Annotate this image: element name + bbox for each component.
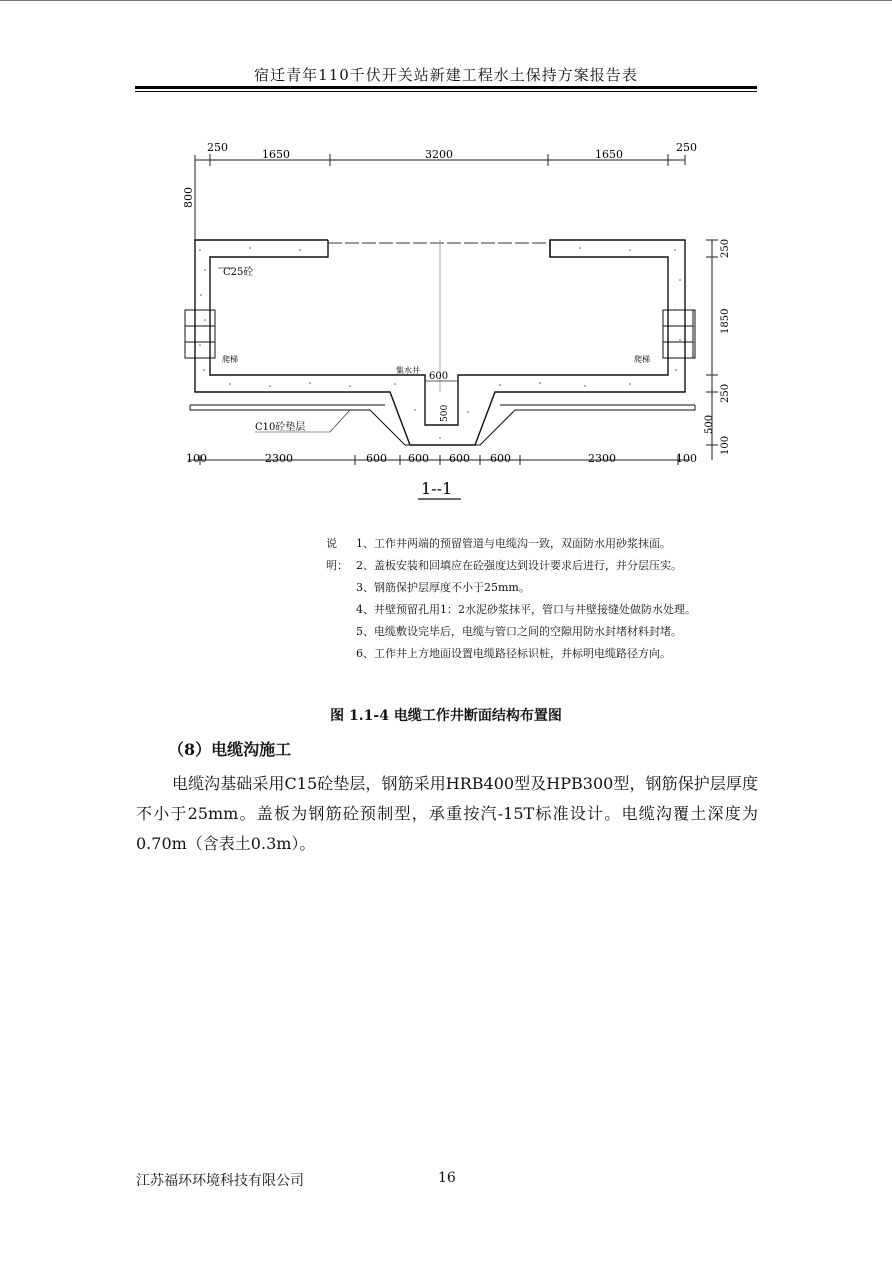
note-item: 1、工作井两端的预留管道与电缆沟一致，双面防水用砂浆抹面。: [356, 537, 671, 550]
dim-bottom-1: 100: [186, 452, 207, 465]
dim-top-1: 250: [207, 141, 228, 154]
dim-right-3: 250: [720, 383, 731, 403]
figure-caption: 图 1.1-4 电缆工作井断面结构布置图: [330, 708, 562, 724]
label-c25: C25砼: [223, 267, 254, 278]
cable-well-section-drawing: [0, 0, 892, 520]
body-paragraph: 电缆沟基础采用C15砼垫层，钢筋采用HRB400型及HPB300型，钢筋保护层厚度不小于25mm。盖板为钢筋砼预制型，承重按汽-15T标准设计。电缆沟覆土深度为0.70m（含表土0.3m）。: [136, 774, 758, 853]
dim-top-3: 3200: [425, 148, 453, 161]
dim-right-1: 250: [720, 238, 731, 258]
dim-bottom-8: 100: [676, 452, 697, 465]
note-item: 6、工作井上方地面设置电缆路径标识桩，并标明电缆路径方向。: [356, 647, 671, 660]
dim-bottom-6: 600: [490, 452, 511, 465]
dim-bottom-7: 2300: [588, 452, 616, 465]
label-ladder-right: 爬梯: [634, 355, 650, 364]
footer-company: 江苏福环环境科技有限公司: [136, 1173, 304, 1189]
page-number: 16: [438, 1170, 456, 1186]
dim-left: 800: [182, 187, 195, 208]
dim-bottom-3: 600: [366, 452, 387, 465]
dim-bottom-2: 2300: [265, 452, 293, 465]
pit-depth: 500: [440, 404, 450, 422]
dim-top-5: 250: [676, 141, 697, 154]
top-dimension-line: [195, 154, 685, 240]
dim-bottom-5: 600: [449, 452, 470, 465]
dim-right-5: 100: [720, 435, 731, 455]
section-label: 1--1: [421, 479, 453, 498]
note-item: 5、电缆敷设完毕后，电缆与管口之间的空隙用防水封堵材料封堵。: [356, 625, 682, 638]
note-item: 3、钢筋保护层厚度不小于25mm。: [356, 581, 530, 594]
note-item: 4、井壁预留孔用1：2水泥砂浆抹平，管口与井壁接缝处做防水处理。: [356, 603, 696, 616]
dim-right-2: 1850: [720, 308, 731, 334]
pit-width: 600: [429, 371, 449, 382]
label-sump: 集水井: [396, 366, 420, 375]
drawing-notes: [326, 533, 696, 665]
page-header-title: 宿迁青年110千伏开关站新建工程水土保持方案报告表: [254, 66, 638, 84]
dim-top-2: 1650: [262, 148, 290, 161]
dim-bottom-4: 600: [408, 452, 429, 465]
dim-right-4: 500: [704, 414, 715, 434]
label-ladder-left: 爬梯: [222, 355, 238, 364]
notes-label: 说明：: [326, 537, 348, 572]
label-c10-leader-2: [330, 410, 350, 432]
dim-top-4: 1650: [595, 148, 623, 161]
section-heading: （8）电缆沟施工: [168, 740, 292, 759]
note-item: 2、盖板安装和回填应在砼强度达到设计要求后进行，并分层压实。: [356, 559, 682, 572]
label-c10: C10砼垫层: [255, 422, 306, 433]
